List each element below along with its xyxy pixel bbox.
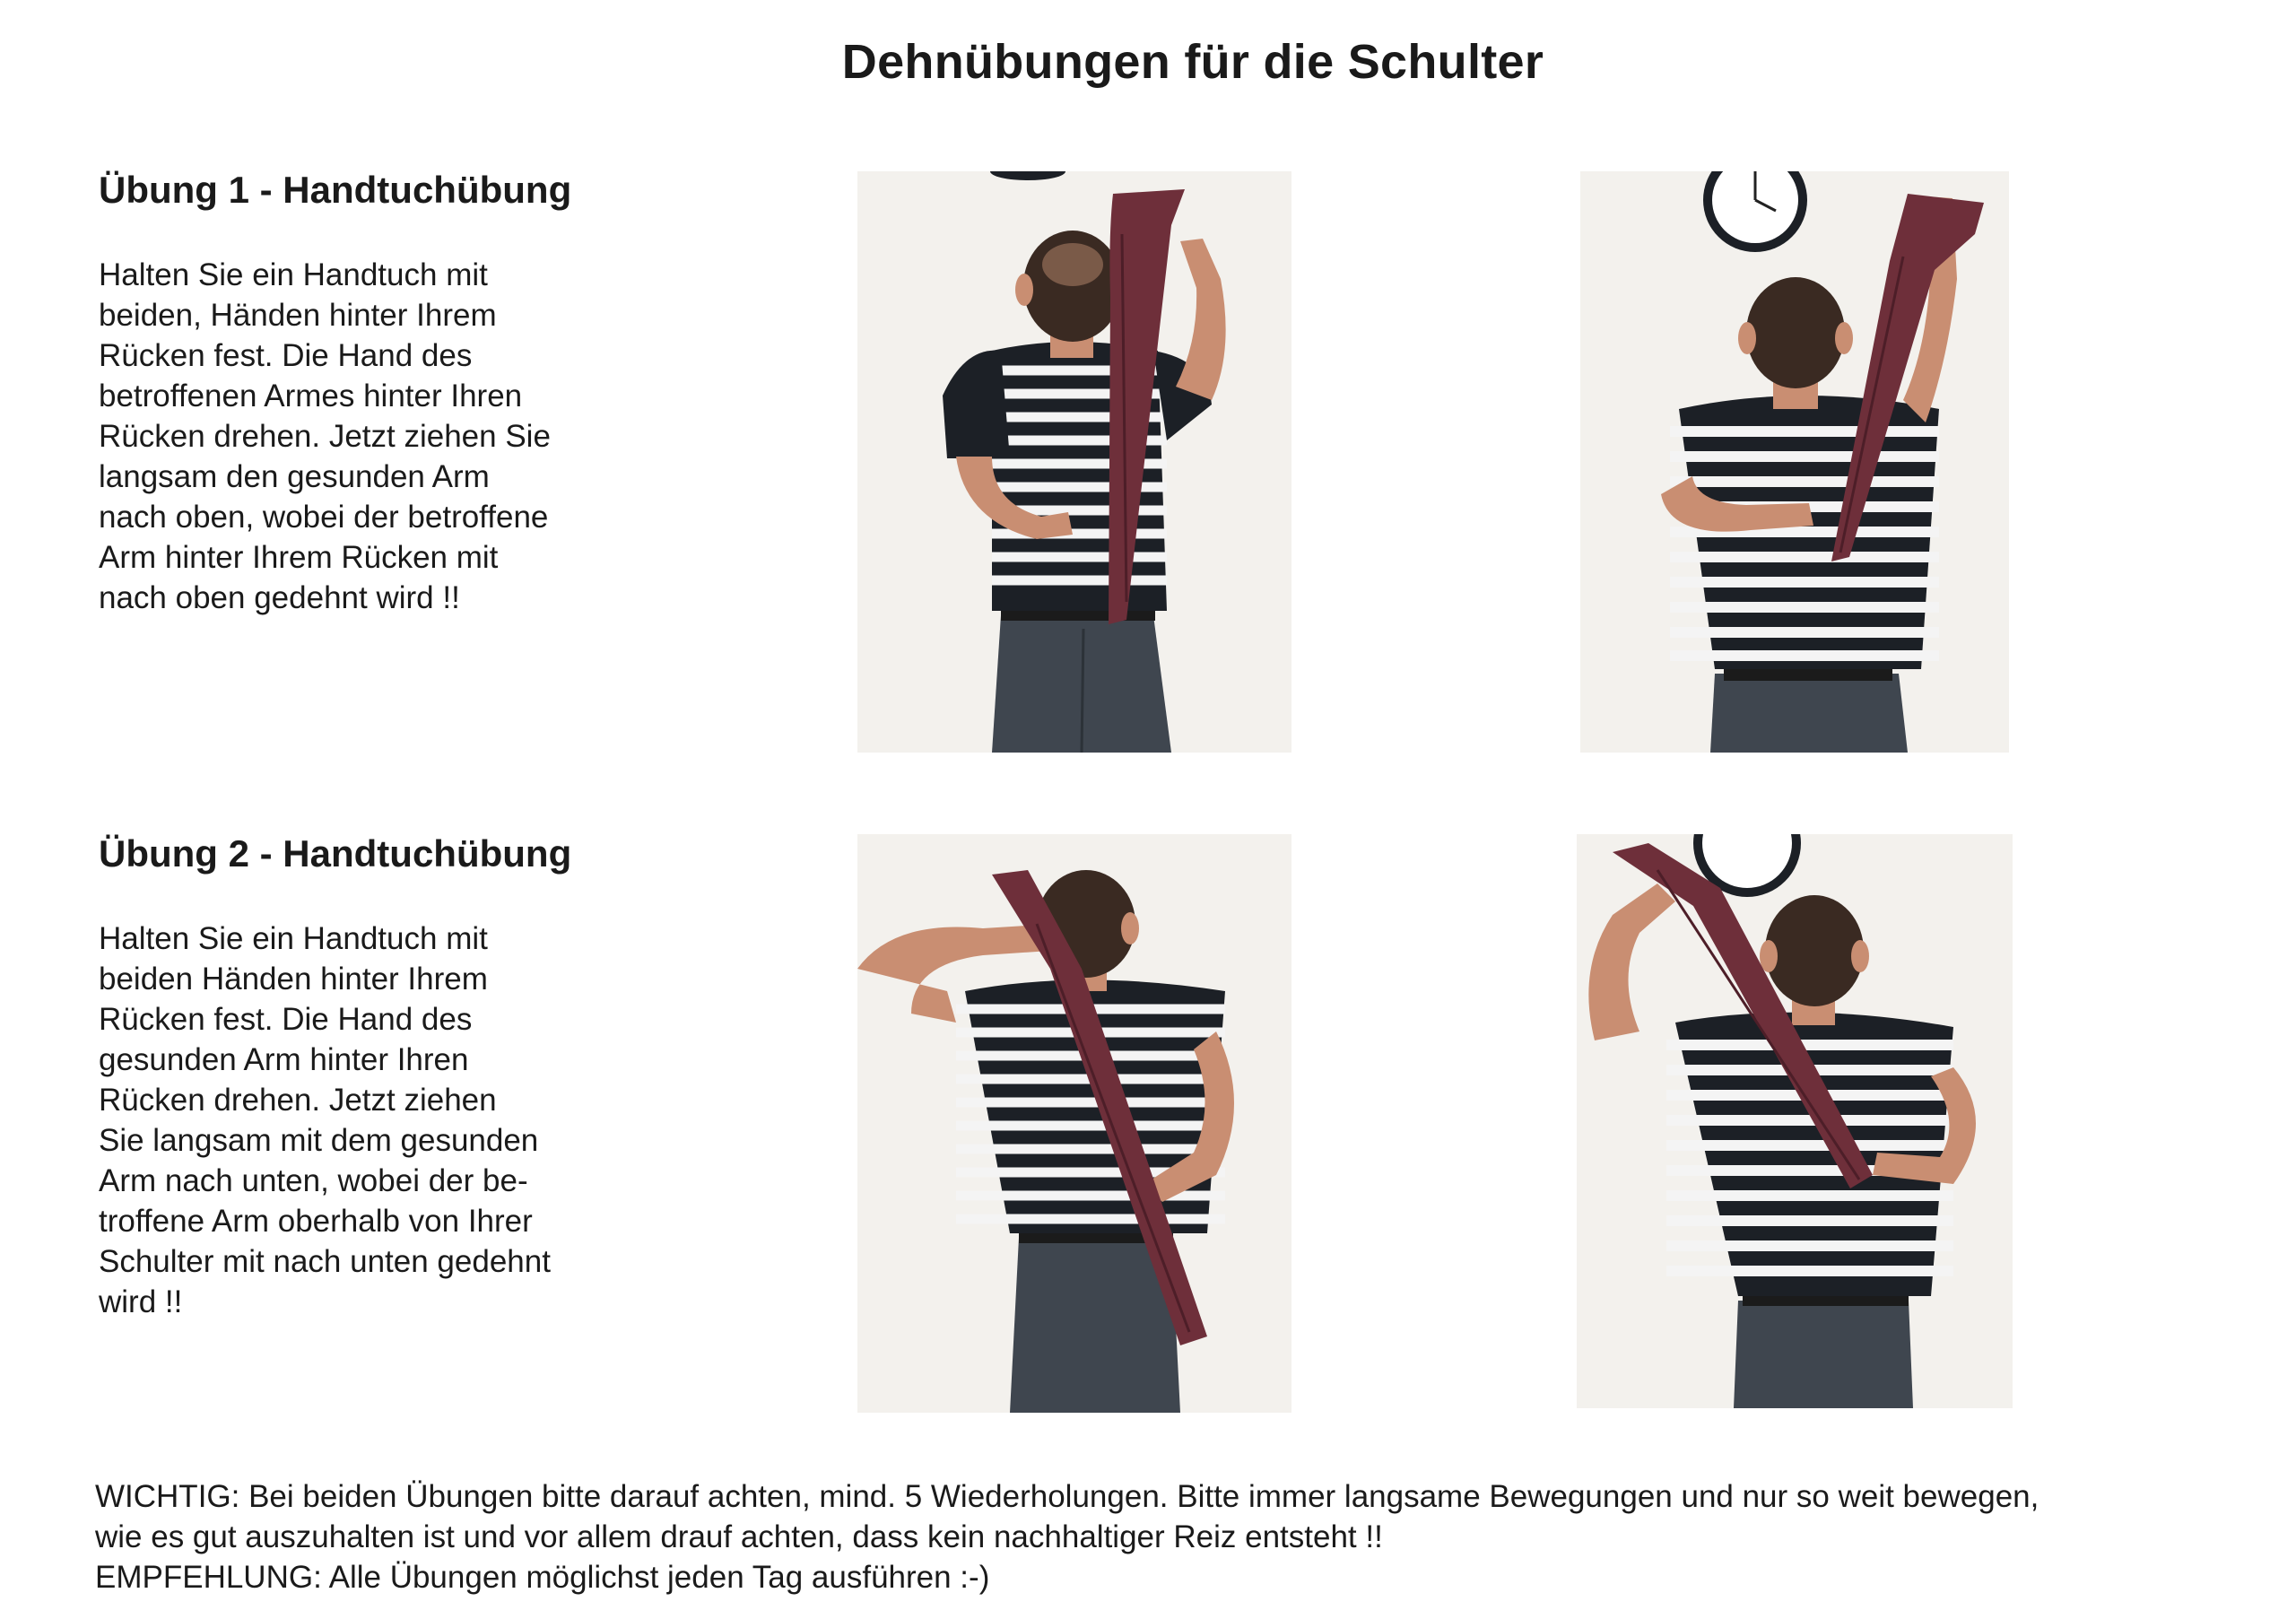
text-line: nach oben, wobei der betroffene xyxy=(99,500,549,535)
photo-exercise-2-pulled xyxy=(1577,834,2013,1408)
text-line: troffene Arm oberhalb von Ihrer xyxy=(99,1204,533,1239)
text-line: Rücken drehen. Jetzt ziehen xyxy=(99,1083,497,1118)
footer-line-important: WICHTIG: Bei beiden Übungen bitte darauf achten, mind. 5 Wiederholungen. Bitte immer langsame Bewegungen und nur so weit bewegen, xyxy=(95,1479,2039,1514)
text-line: beiden Händen hinter Ihrem xyxy=(99,962,488,997)
text-line: wird !! xyxy=(99,1284,183,1319)
text-line: Rücken fest. Die Hand des xyxy=(99,338,473,373)
exercise-2-text xyxy=(99,918,601,1322)
text-line: Arm nach unten, wobei der be- xyxy=(99,1163,528,1198)
footer-line-recommendation: EMPFEHLUNG: Alle Übungen möglichst jeden Tag ausführen :-) xyxy=(95,1560,990,1595)
text-line: Rücken drehen. Jetzt ziehen Sie xyxy=(99,419,551,454)
exercise-1-heading: Übung 1 - Handtuchübung xyxy=(99,169,572,211)
page-title: Dehnübungen für die Schulter xyxy=(841,35,1544,89)
text-line: Sie langsam mit dem gesunden xyxy=(99,1123,539,1158)
text-line: gesunden Arm hinter Ihren xyxy=(99,1042,469,1077)
photo-exercise-2-start xyxy=(857,834,1292,1413)
text-line: Halten Sie ein Handtuch mit xyxy=(99,257,488,292)
text-line: nach oben gedehnt wird !! xyxy=(99,580,460,615)
text-line: Schulter mit nach unten gedehnt xyxy=(99,1244,551,1279)
photo-exercise-1-raised xyxy=(1580,171,2009,753)
photo-exercise-1-start xyxy=(857,171,1292,753)
text-line: beiden, Händen hinter Ihrem xyxy=(99,298,497,333)
text-line: Rücken fest. Die Hand des xyxy=(99,1002,473,1037)
footer-line-continued: wie es gut auszuhalten ist und vor allem drauf achten, dass kein nachhaltiger Reiz entsteht !! xyxy=(95,1519,1383,1554)
text-line: Arm hinter Ihrem Rücken mit xyxy=(99,540,499,575)
footer-note xyxy=(95,1476,2248,1597)
exercise-2-heading: Übung 2 - Handtuchübung xyxy=(99,832,572,875)
text-line: Halten Sie ein Handtuch mit xyxy=(99,921,488,956)
text-line: langsam den gesunden Arm xyxy=(99,459,490,494)
text-line: betroffenen Armes hinter Ihren xyxy=(99,379,523,413)
exercise-1-text xyxy=(99,255,601,618)
